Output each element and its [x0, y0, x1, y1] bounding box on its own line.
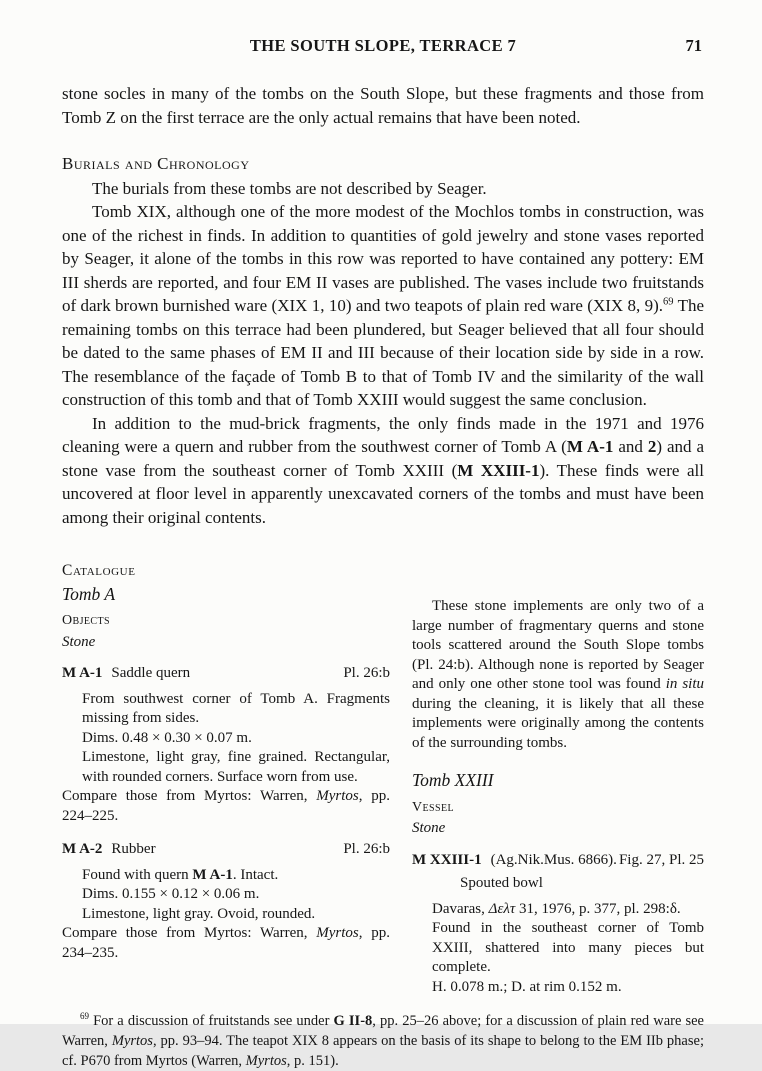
- paragraph-tomb-xix: Tomb XIX, although one of the more modest of the Mochlos tombs in construction, was one of the richest in finds. In addition to quantities of gold jewelry and stone vases reported by Seager, it alone of the tombs in this row was reported to have contained any pottery: EM III sherds are reported, and four EM II vases are published. The vases include two fruitstands of dark brown burnished ware (XIX 1, 10) and two teapots of plain red ware (XIX 8, 9).$^{69}$ The remaining tombs on this terrace had been plundered, but Seager believed that all four should be dated to the same phases of EM II and III because of their location side by side in a row. The resemblance of the façade of Tomb B to that of Tomb IV and the similarity of the wall construction of this tomb and that of Tomb XXIII would suggest the same conclusion.: [62, 202, 705, 409]
- page-number: 71: [685, 36, 702, 55]
- paragraph-cleaning-finds: In addition to the mud-brick fragments, the only finds made in the 1971 and 1976 cleaning were a quern and rubber from the southwest corner of Tomb A (M A-1 and 2) and a stone vase from the southeast corner of Tomb XXIII (M XXIII-1). These finds were all uncovered at floor level in apparently unexcavated corners of the tombs and must have been among their original contents.: [62, 413, 705, 527]
- entry-line: Limestone, light gray, fine grained. Rectangular, with rounded corners. Surface worn from use.: [82, 749, 390, 785]
- section-heading-burials-chronology: Burials and Chronology: [62, 154, 250, 173]
- entry-head-mxxiii1: [412, 851, 704, 871]
- plate-ref-ma2: Pl. 26:b: [343, 841, 390, 857]
- plate-ref-ma1: Pl. 26:b: [343, 665, 390, 681]
- tomb-xxiii-heading: Tomb XXIII: [412, 770, 494, 790]
- catalogue-section: [62, 561, 704, 1011]
- entry-line: Found with quern M A-1. Intact.: [82, 866, 279, 883]
- entry-line: From southwest corner of Tomb A. Fragments missing from sides.: [82, 690, 390, 726]
- stone-label-right: Stone: [412, 820, 446, 836]
- catalogue-entry-ma1: [62, 664, 390, 826]
- entry-title-mxxiii1: Spouted bowl: [460, 875, 543, 891]
- stone-label-left: Stone: [62, 633, 96, 650]
- entry-id-ma2: M A-2: [62, 841, 103, 857]
- entry-head-ma2: [62, 840, 390, 860]
- entry-id-mxxiii1: M XXIII-1: [412, 851, 482, 868]
- entry-body-ma1: [62, 690, 390, 788]
- catalogue-entry-ma2: [62, 840, 390, 963]
- entry-title-ma1: Saddle quern: [111, 665, 191, 681]
- footnote-69: [62, 1011, 704, 1071]
- entry-head-ma1: [62, 664, 390, 684]
- entry-body-mxxiii1: [412, 900, 704, 998]
- paragraph-burials: The burials from these tombs are not described by Seager.: [92, 178, 487, 198]
- entry-line: Dims. 0.48 × 0.30 × 0.07 m.: [82, 729, 252, 746]
- stone-implements-paragraph: These stone implements are only two of a large number of fragmentary querns and stone tools scattered around the South Slope tombs (Pl. 24:b). Although none is reported by Seager and only one other stone tool was found in situ during the cleaning, it is likely that all these implements were originally among the contents of the surrounding tombs.: [412, 598, 705, 751]
- intro-paragraph: stone socles in many of the tombs on the South Slope, but these fragments and those from Tomb Z on the first terrace are the only actual remains that have been noted.: [62, 84, 704, 127]
- main-text-block: [62, 82, 704, 529]
- catalogue-entry-mxxiii1: [412, 851, 704, 998]
- figure-ref-mxxiii1: Fig. 27, Pl. 25: [618, 851, 704, 868]
- running-head: [62, 36, 704, 56]
- entry-line: Davaras, Δελτ 31, 1976, p. 377, pl. 298:δ.: [432, 900, 681, 917]
- objects-label: Objects: [62, 613, 110, 628]
- entry-museum-no-mxxiii1: (Ag.Nik.Mus. 6866).: [490, 851, 617, 868]
- entry-title-ma2: Rubber: [111, 841, 156, 857]
- vessel-label: Vessel: [412, 799, 454, 815]
- tomb-a-heading: Tomb A: [62, 583, 116, 604]
- running-head-title: THE SOUTH SLOPE, TERRACE 7: [249, 36, 517, 55]
- entry-body-ma2: [62, 866, 390, 925]
- compare-note-ma2: Compare those from Myrtos: Warren, Myrtos, pp. 234–235.: [62, 925, 390, 961]
- catalogue-left-column: [62, 561, 390, 1011]
- entry-line: Dims. 0.155 × 0.12 × 0.06 m.: [82, 886, 260, 902]
- catalogue-right-column: [412, 561, 704, 1011]
- entry-id-ma1: M A-1: [62, 665, 103, 681]
- catalogue-heading: Catalogue: [62, 562, 136, 579]
- entry-line: Limestone, light gray. Ovoid, rounded.: [82, 905, 316, 922]
- entry-line: Found in the southeast corner of Tomb XXIII, shattered into many pieces but complete.: [432, 920, 704, 975]
- compare-note-ma1: Compare those from Myrtos: Warren, Myrtos, pp. 224–225.: [62, 788, 390, 824]
- entry-line: H. 0.078 m.; D. at rim 0.152 m.: [432, 978, 622, 995]
- footnote-text: $^{69}$ For a discussion of fruitstands see under G II-8, pp. 25–26 above; for a discussion of plain red ware see Warren, Myrtos, pp. 93–94. The teapot XIX 8 appears on the basis of its shape to belong to the EM IIb phase; cf. P670 from Myrtos (Warren, Myrtos, p. 151).: [62, 1011, 704, 1069]
